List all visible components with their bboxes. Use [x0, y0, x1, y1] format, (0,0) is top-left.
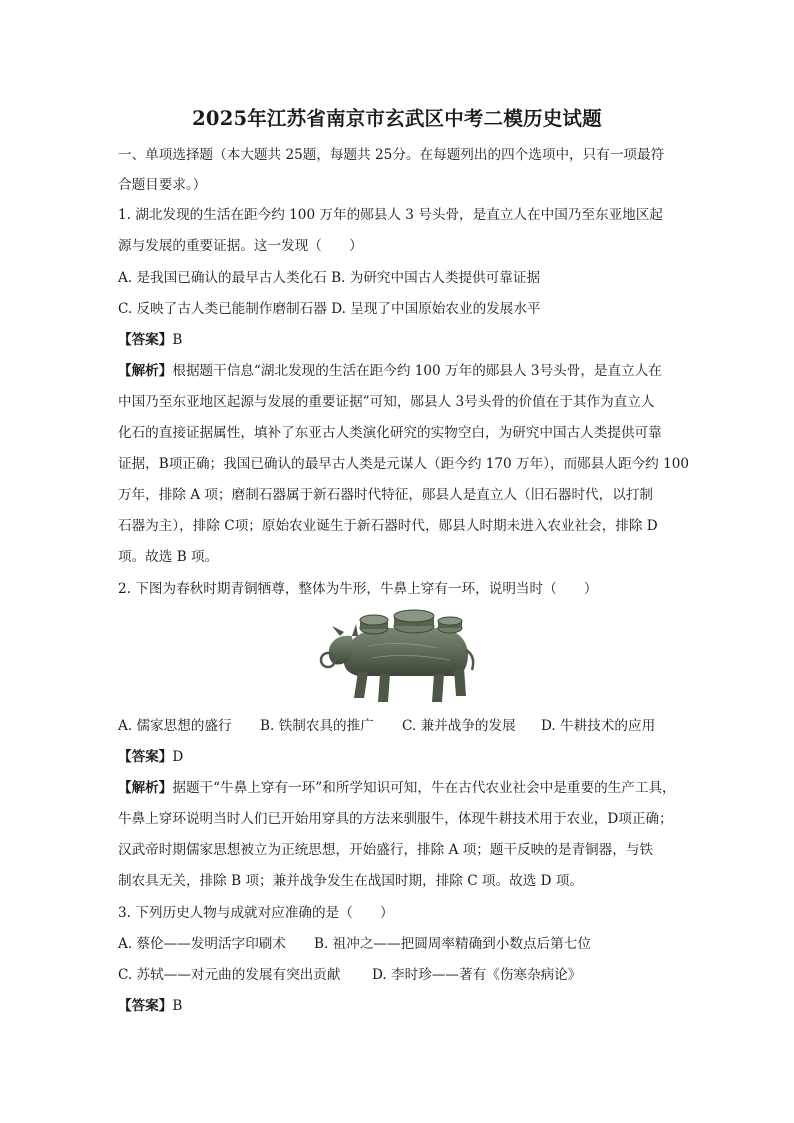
answer-value: B: [172, 998, 183, 1014]
q1-analysis-line-6: 石器为主），排除 C项；原始农业诞生于新石器时代，郧县人时期未进入农业社会，排除 D: [118, 518, 658, 534]
q2-analysis-line-3: 汉武帝时期儒家思想被立为正统思想，开始盛行，排除 A 项；题干反映的是青铜器，与铁: [118, 842, 654, 858]
q2-option-b: B. 铁制农具的推广: [260, 718, 374, 734]
bronze-ox-vessel-image: [318, 606, 478, 708]
q2-analysis-line-4: 制农具无关，排除 B 项；兼并战争发生在战国时期，排除 C 项。故选 D 项。: [118, 873, 584, 889]
q2-options: [118, 717, 655, 735]
q2-analysis-line-1: [118, 779, 676, 797]
q1-analysis-line-1: [118, 362, 662, 380]
analysis-text: 据题干“牛鼻上穿有一环”和所学知识可知，牛在古代农业社会中是重要的生产工具，: [172, 780, 676, 796]
q1-analysis-line-7: 项。故选 B 项。: [118, 549, 219, 565]
q2-answer: [118, 748, 183, 766]
answer-label: 【答案】: [118, 998, 173, 1014]
page-title: 2025年江苏省南京市玄武区中考二模历史试题: [192, 107, 602, 130]
answer-value: B: [172, 332, 183, 348]
analysis-text: 根据题干信息“湖北发现的生活在距今约 100 万年的郧县人 3号头骨，是直立人在: [172, 363, 662, 379]
answer-label: 【答案】: [118, 749, 173, 765]
q1-analysis-line-4: 证据，B项正确；我国已确认的最早古人类是元谋人（距今约 170 万年），而郧县人距今约 100: [118, 456, 690, 472]
q2-option-c: C. 兼并战争的发展: [402, 718, 516, 734]
q3-option-c: C. 苏轼——对元曲的发展有突出贡献: [118, 967, 341, 983]
q3-options-cd: [118, 966, 581, 984]
answer-value: D: [172, 749, 184, 765]
q3-options-ab: [118, 935, 591, 953]
section-heading-line-1: 一、单项选择题（本大题共 25题，每题共 25分。在每题列出的四个选项中，只有一项最符: [118, 147, 665, 163]
q1-analysis-line-2: 中国乃至东亚地区起源与发展的重要证据”可知，郧县人 3号头骨的价值在于其作为直立人: [118, 394, 655, 410]
q3-option-b: B. 祖冲之——把圆周率精确到小数点后第七位: [314, 936, 591, 952]
q1-stem-line-2: 源与发展的重要证据。这一发现（ ）: [118, 238, 363, 254]
analysis-label: 【解析】: [118, 780, 173, 796]
section-heading-line-2: 合题目要求。）: [118, 177, 207, 193]
analysis-label: 【解析】: [118, 363, 173, 379]
q1-analysis-line-3: 化石的直接证据属性，填补了东亚古人类演化研究的实物空白，为研究中国古人类提供可靠: [118, 425, 662, 441]
q2-analysis-line-2: 牛鼻上穿环说明当时人们已开始用穿具的方法来驯服牛，体现牛耕技术用于农业，D项正确；: [118, 811, 673, 827]
q2-option-d: D. 牛耕技术的应用: [541, 718, 656, 734]
q3-option-d: D. 李时珍——著有《伤寒杂病论》: [372, 967, 582, 983]
q1-options-ab: A. 是我国已确认的最早古人类化石 B. 为研究中国古人类提供可靠证据: [118, 270, 541, 286]
q2-stem: 2. 下图为春秋时期青铜牺尊，整体为牛形，牛鼻上穿有一环，说明当时（ ）: [118, 581, 598, 597]
q1-analysis-line-5: 万年，排除 A 项；磨制石器属于新石器时代特征，郧县人是直立人（旧石器时代，以打制: [118, 487, 654, 503]
q3-option-a: A. 蔡伦——发明活字印刷术: [118, 936, 286, 952]
q2-option-a: A. 儒家思想的盛行: [118, 718, 232, 734]
q3-answer: [118, 997, 182, 1015]
q1-answer: [118, 331, 182, 349]
answer-label: 【答案】: [118, 332, 173, 348]
q3-stem: 3. 下列历史人物与成就对应准确的是（ ）: [118, 905, 394, 921]
q1-stem-line-1: 1. 湖北发现的生活在距今约 100 万年的郧县人 3 号头骨，是直立人在中国乃至东亚地区起: [118, 207, 663, 223]
q1-options-cd: C. 反映了古人类已能制作磨制石器 D. 呈现了中国原始农业的发展水平: [118, 301, 541, 317]
